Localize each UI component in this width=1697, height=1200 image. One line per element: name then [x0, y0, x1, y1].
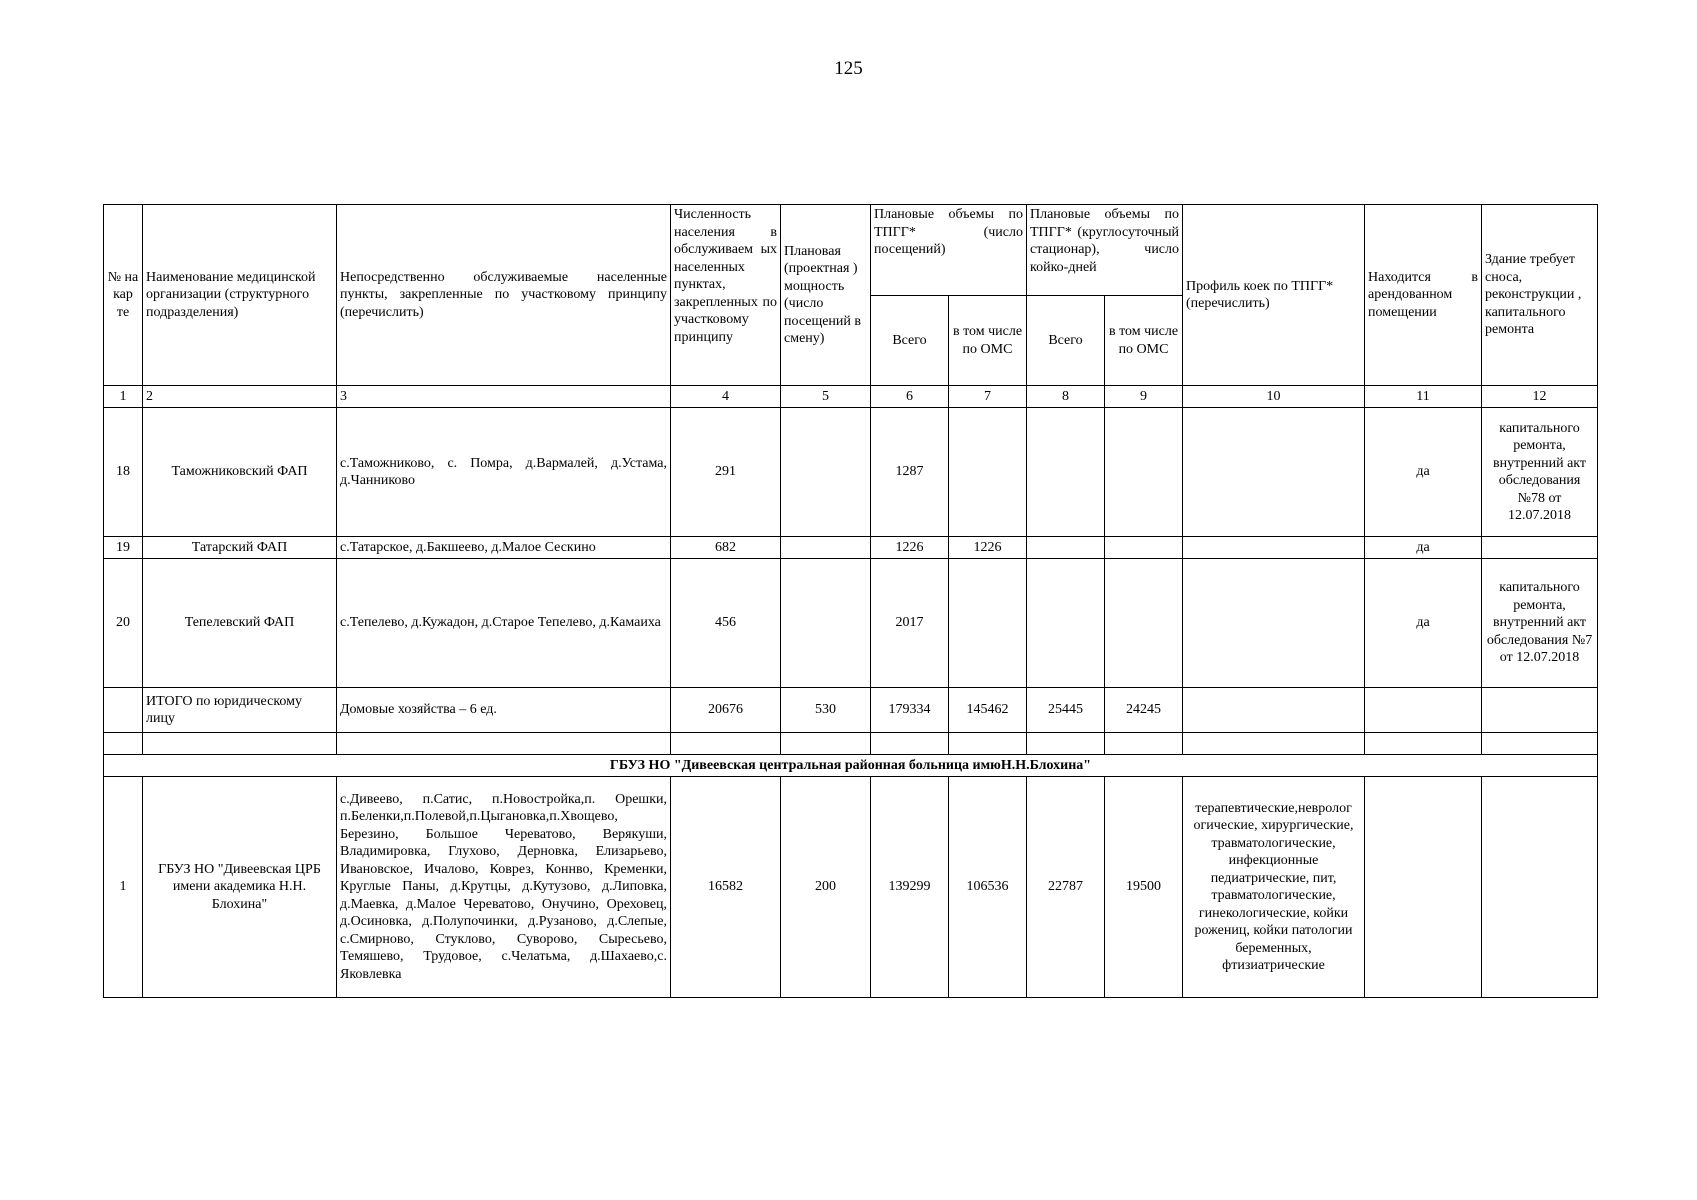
beds-oms [1105, 408, 1183, 537]
total-row [104, 688, 1598, 733]
organization-name: Татарский ФАП [143, 537, 337, 559]
header-rented: Находится в арендованном помещении [1365, 205, 1482, 386]
rented [1365, 777, 1482, 998]
header-bed-profile: Профиль коек по ТПГГ* (перечислить) [1183, 205, 1365, 386]
column-number: 2 [143, 386, 337, 408]
population: 456 [671, 559, 781, 688]
facilities-table [103, 204, 1598, 998]
beds-total: 22787 [1027, 777, 1105, 998]
column-number: 3 [337, 386, 671, 408]
settlements: с.Дивеево, п.Сатис, п.Новостройка,п. Орешки, п.Беленки,п.Полевой,п.Цыгановка,п.Хвощево, Березино, Большое Череватово, Верякуши, Владимировка, Глухово, Дерновка, Елизарьево, Ивановское, Ичалово, Коврез, Коннво, Кременки, Круглые Паны, д.Крутцы, д.Кутузово, д.Липовка, д.Маевка, д.Малое Череватово, Онучино, Ореховец, д.Осиновка, д.Полупочинки, д.Рузаново, д.Слепые, с.Смирново, Стуклово, Суворово, Сыресьево, Темяшево, Трудовое, с.Челатьма, д.Шахаево,с. Яковлевка [337, 777, 671, 998]
row-number: 20 [104, 559, 143, 688]
building-status [1482, 777, 1598, 998]
total-visits-oms: 145462 [949, 688, 1027, 733]
table-row [104, 777, 1598, 998]
visits-total: 139299 [871, 777, 949, 998]
header-settlements: Непосредственно обслуживаемые населенные пункты, закрепленные по участковому принципу (перечислить) [337, 205, 671, 386]
empty-row [104, 733, 1598, 755]
section-title: ГБУЗ НО "Дивеевская центральная районная больница имюН.Н.Блохина" [104, 755, 1598, 777]
total-beds-total: 25445 [1027, 688, 1105, 733]
rented: да [1365, 559, 1482, 688]
visits-oms [949, 559, 1027, 688]
header-number: № на кар те [104, 205, 143, 386]
beds-total [1027, 537, 1105, 559]
beds-oms [1105, 537, 1183, 559]
population: 291 [671, 408, 781, 537]
visits-oms [949, 408, 1027, 537]
header-building: Здание требует сноса, реконструкции , капитального ремонта [1482, 205, 1598, 386]
table-row [104, 408, 1598, 537]
column-number: 8 [1027, 386, 1105, 408]
total-settlements: Домовые хозяйства – 6 ед. [337, 688, 671, 733]
rented: да [1365, 408, 1482, 537]
organization-name: Тепелевский ФАП [143, 559, 337, 688]
total-visits-total: 179334 [871, 688, 949, 733]
rented: да [1365, 537, 1482, 559]
row-number: 1 [104, 777, 143, 998]
building-status: капитального ремонта, внутренний акт обследования №78 от 12.07.2018 [1482, 408, 1598, 537]
total-capacity: 530 [781, 688, 871, 733]
beds-oms: 19500 [1105, 777, 1183, 998]
total-beds-oms: 24245 [1105, 688, 1183, 733]
header-row-1 [104, 205, 1598, 296]
bed-profile [1183, 559, 1365, 688]
settlements: с.Тепелево, д.Кужадон, д.Старое Тепелево, д.Камаиха [337, 559, 671, 688]
header-beds: Плановые объемы по ТПГГ* (круглосуточный стационар), число койко-дней [1027, 205, 1183, 296]
header-population: Численность населения в обслуживаем ых населенных пунктах, закрепленных по участковому принципу [671, 205, 781, 386]
beds-total [1027, 559, 1105, 688]
total-population: 20676 [671, 688, 781, 733]
column-number: 10 [1183, 386, 1365, 408]
visits-total: 2017 [871, 559, 949, 688]
column-number: 7 [949, 386, 1027, 408]
table-row [104, 559, 1598, 688]
organization-name: Таможниковский ФАП [143, 408, 337, 537]
header-beds-total: Всего [1027, 296, 1105, 386]
row-number: 18 [104, 408, 143, 537]
beds-total [1027, 408, 1105, 537]
column-number: 11 [1365, 386, 1482, 408]
bed-profile [1183, 408, 1365, 537]
section-title-row [104, 755, 1598, 777]
visits-total: 1226 [871, 537, 949, 559]
header-capacity: Плановая (проектная ) мощность (число посещений в смену) [781, 205, 871, 386]
building-status: капитального ремонта, внутренний акт обследования №7 от 12.07.2018 [1482, 559, 1598, 688]
capacity: 200 [781, 777, 871, 998]
row-number: 19 [104, 537, 143, 559]
header-visits-oms: в том числе по ОМС [949, 296, 1027, 386]
column-number: 4 [671, 386, 781, 408]
column-numbers-row [104, 386, 1598, 408]
bed-profile: терапевтические,невролог огические, хирургические, травматологические, инфекционные педиатрические, пит, травматологические, гинекологические, койки рожениц, койки патологии беременных, фтизиатрические [1183, 777, 1365, 998]
header-organization: Наименование медицинской организации (структурного подразделения) [143, 205, 337, 386]
visits-oms: 106536 [949, 777, 1027, 998]
capacity [781, 537, 871, 559]
page-number: 125 [834, 58, 863, 79]
capacity [781, 408, 871, 537]
column-number: 6 [871, 386, 949, 408]
column-number: 9 [1105, 386, 1183, 408]
column-number: 5 [781, 386, 871, 408]
bed-profile [1183, 537, 1365, 559]
visits-total: 1287 [871, 408, 949, 537]
organization-name: ГБУЗ НО "Дивеевская ЦРБ имени академика Н.Н. Блохина" [143, 777, 337, 998]
column-number: 1 [104, 386, 143, 408]
population: 16582 [671, 777, 781, 998]
header-visits-total: Всего [871, 296, 949, 386]
building-status [1482, 537, 1598, 559]
beds-oms [1105, 559, 1183, 688]
settlements: с.Татарское, д.Бакшеево, д.Малое Сескино [337, 537, 671, 559]
header-beds-oms: в том числе по ОМС [1105, 296, 1183, 386]
capacity [781, 559, 871, 688]
settlements: с.Таможниково, с. Помра, д.Вармалей, д.Устама, д.Чанниково [337, 408, 671, 537]
total-label: ИТОГО по юридическому лицу [143, 688, 337, 733]
table-row [104, 537, 1598, 559]
column-number: 12 [1482, 386, 1598, 408]
visits-oms: 1226 [949, 537, 1027, 559]
population: 682 [671, 537, 781, 559]
header-visits: Плановые объемы по ТПГГ* (число посещений) [871, 205, 1027, 296]
